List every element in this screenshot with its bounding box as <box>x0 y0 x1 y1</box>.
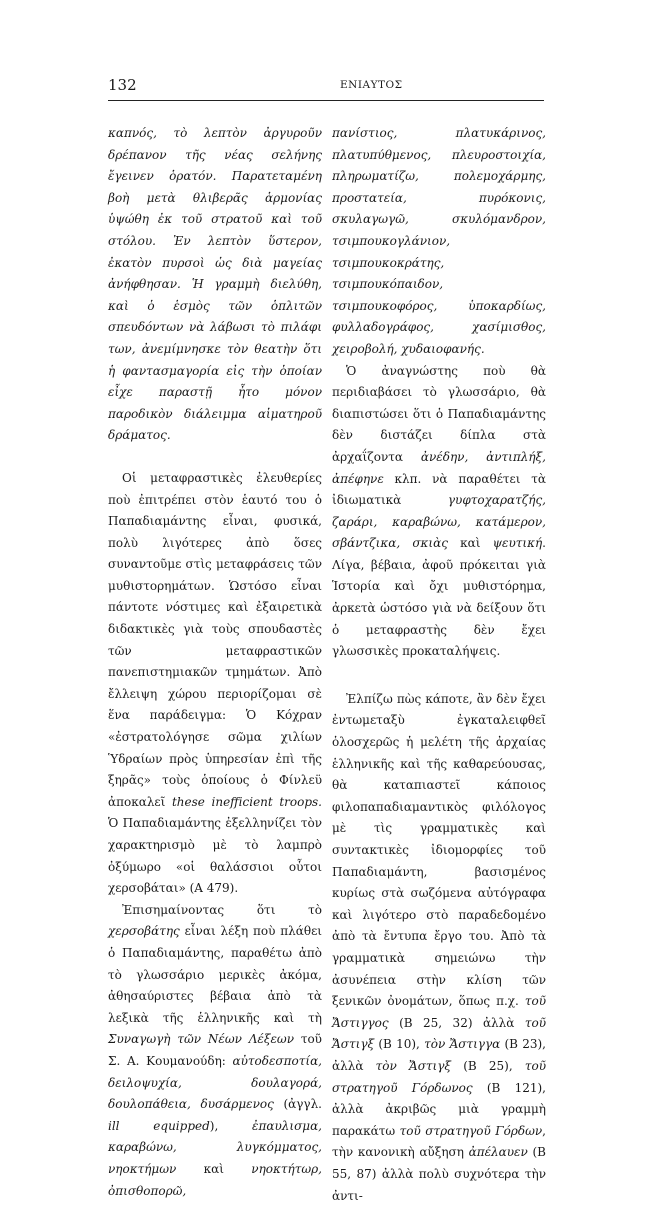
left-column <box>108 123 322 1202</box>
quoted-passage: καπνός, τὸ λεπτὸν ἀργυροῦν δρέπανον τῆς νέας σελήνης ἔγεινεν ὁρατόν. Παρατεταμένη βοὴ μετὰ θλιβερᾶς ἁρμονίας ὑψώθη ἐκ τοῦ στρατοῦ καὶ τοῦ στόλου. Ἐν λεπτὸν ὕστερον, ἐκατὸν πυρσοὶ ὡς διὰ μαγείας ἀνήφθησαν. Ἡ γραμμὴ διελύθη, καὶ ὁ ἑσμὸς τῶν ὁπλιτῶν σπευδόντων νὰ λάβωσι τὸ πιλάφι των, ἀνεμίμνησκε τὸν θεατὴν ὅτι ἡ φαντασμαγορία εἰς τὴν ὁποίαν εἶχε παραστῇ ἦτο μόνον παροδικὸν διάλειμμα αἱματηροῦ δράματος. <box>108 126 322 443</box>
italic-term: τοῦ Ἄστιγξ <box>332 1015 546 1052</box>
italic-term: ἐπαυλισμα, καραβώνω, λυγκόμματος, νηοκτήμων <box>108 1118 322 1176</box>
text-run: Οἱ μεταφραστικὲς ἐλευθερίες ποὺ ἐπιτρέπει στὸν ἑαυτό του ὁ Παπαδιαμάντης εἶναι, φυσικά, πολὺ λιγότερες ἀπὸ ὅσες συναντοῦμε στὶς μεταφράσεις τῶν μυθιστορημάτων. Ὡστόσο εἶναι πάντοτε νόστιμες καὶ ἐξαιρετικὰ διδακτικὲς γιὰ τοὺς σπουδαστὲς τῶν μεταφραστικῶν πανεπιστημιακῶν τμημάτων. Ἀπὸ ἔλλειψη χώρου περιορίζομαι σὲ ἕνα παράδειγμα: Ὁ Κόχραν «ἐστρατολόγησε σῶμα χιλίων Ὑδραίων πρὸς ὑπηρεσίαν ἐπὶ τῆς ξηρᾶς» τοὺς ὁποίους ὁ Φίνλεϋ ἀποκαλεῖ <box>108 470 322 809</box>
text-run: Ὁ Παπαδιαμάντης ἐξελληνίζει τὸν χαρακτηρισμὸ μὲ τὸ λαμπρὸ ὀξύμωρο «οἱ θαλάσσιοι οὗτοι χερσοβάται» (Α 479). <box>108 816 322 896</box>
text-run: καὶ <box>447 536 493 551</box>
book-title: Συναγωγὴ τῶν Νέων Λέξεων <box>108 1032 294 1047</box>
text-run: (Β 25), <box>451 1058 525 1073</box>
paragraph-grammar-note <box>332 689 546 1207</box>
italic-term: τοῦ στρατηγοῦ Γόρδων <box>399 1123 543 1138</box>
text-run: (ἀγγλ. <box>273 1097 322 1112</box>
italic-term: γυφτοχαρατζής, ζαράρι, καραβώνω, κατάμερον, σβάντζικα, σκιὰς <box>332 493 546 551</box>
text-run: καὶ <box>176 1161 252 1176</box>
italic-term: χερσοβάτης <box>108 924 180 939</box>
italic-term: αὐτοδεσποτία, δειλοψυχία, δουλαγορά, δουλοπάθεια, δυσάρμενος <box>108 1053 322 1112</box>
right-column <box>332 123 546 1207</box>
paragraph-glossary-words <box>108 900 322 1202</box>
page-header <box>108 76 544 98</box>
text-run: Ὁ ἀναγνώστης ποὺ θὰ περιδιαβάσει τὸ γλωσσάριο, θὰ διαπιστώσει ὅτι ὁ Παπαδιαμάντης δὲν διστάζει δίπλα στὰ ἀρχαΐζοντα <box>332 363 546 464</box>
text-run: Ἐπισημαίνοντας ὅτι τὸ <box>122 902 322 917</box>
italic-term: ἀπέλαυεν <box>468 1145 528 1160</box>
header-rule <box>108 100 544 101</box>
text-run: κλπ. νὰ παραθέτει τὰ ἰδιωματικὰ <box>332 471 546 508</box>
italic-term: τοῦ στρατηγοῦ Γόρδωνος <box>332 1058 546 1095</box>
text-run: εἶναι λέξη ποὺ πλάθει ὁ Παπαδιαμάντης, παραθέτω ἀπὸ τὸ γλωσσάριο μερικὲς ἀκόμα, ἀθησαύριστες βέβαια ἀπὸ τὰ λεξικὰ τῆς ἑλληνικῆς καὶ τὴ <box>108 924 322 1025</box>
text-run: , τὴν κανονικὴ αὔξηση <box>332 1123 546 1160</box>
italic-term: νηοκτήτωρ, ὀπισθοπορῶ, <box>108 1161 322 1198</box>
italic-term: ἀνέδην, ἀντιπλήξ, ἀπέφηνε <box>332 449 546 486</box>
english-phrase: ill equipped <box>108 1118 210 1133</box>
text-run: ), <box>209 1118 253 1133</box>
text-run: Ἐλπίζω πὼς κάποτε, ἂν δὲν ἔχει ἐντωμεταξὺ ἐγκαταλειφθεῖ ὁλοσχερῶς ἡ μελέτη τῆς ἀρχαίας ἑλληνικῆς καὶ τῆς καθαρεύουσας, θὰ καταπιαστεῖ κάποιος φιλοπαπαδιαμαντικὸς φιλόλογος μὲ τὶς γραμματικὲς καὶ συντακτικὲς ἰδιομορφίες τοῦ Παπαδιαμάντη, βασισμένος κυρίως στὰ σωζόμενα αὐτόγραφα καὶ λιγότερο στὸ παραδεδομένο ἀπὸ τὰ ἔντυπα ἔργο του. Ἀπὸ τὰ γραμματικὰ σημειώνω τὴν ἀσυνέπεια στὴν κλίση τῶν ξενικῶν ὀνομάτων, ὅπως π.χ. <box>332 691 546 1009</box>
running-head: ΕΝΙΑΥΤΟΣ <box>340 79 403 91</box>
paragraph-translation-liberties <box>108 468 322 900</box>
text-run: (Β 55, 87) ἀλλὰ πολὺ συχνότερα τὴν ἀντι- <box>332 1145 546 1203</box>
italic-term: ψευτική <box>492 536 543 551</box>
text-run: (Β 23), ἀλλὰ <box>332 1037 546 1073</box>
text-run: (Β 10), <box>374 1037 425 1052</box>
text-run: (Β 121), ἀλλὰ ἀκριβῶς μιὰ γραμμὴ παρακάτω <box>332 1080 546 1138</box>
page-number: 132 <box>108 76 137 94</box>
english-phrase: these inefficient troops. <box>171 794 322 809</box>
text-run: τοῦ Σ. Α. Κουμανούδη: <box>108 1032 322 1068</box>
word-list: πανίστιος, πλατυκάρινος, πλατυπύθμενος, πλευροστοιχία, πληρωματίζω, πολεμοχάρμης, προστατεία, πυρόκονις, σκυλαγωγῶ, σκυλόμανδρον, τσιμπουκογλάνιον, τσιμπουκοκράτης, τσιμπουκόπαιδον, τσιμπουκοφόρος, ὑποκαρδίως, φυλλαδογράφος, χασίμισθος, χειροβολή, χυδαιοφανής. <box>332 126 546 356</box>
text-run: (Β 25, 32) ἀλλὰ <box>388 1015 525 1030</box>
italic-term: τοῦ Ἄστιγγος <box>332 994 546 1030</box>
paragraph-reader-note <box>332 361 546 663</box>
text-run: . Λίγα, βέβαια, ἀφοῦ πρόκειται γιὰ Ἱστορία καὶ ὄχι μυθιστόρημα, ἀρκετὰ ὡστόσο γιὰ νὰ δείξουν ὅτι ὁ μεταφραστὴς δὲν ἔχει γλωσσικὲς προκαταλήψεις. <box>332 536 546 659</box>
italic-term: τὸν Ἄστιγγα <box>424 1037 501 1052</box>
italic-term: τὸν Ἄστιγξ <box>375 1058 452 1073</box>
